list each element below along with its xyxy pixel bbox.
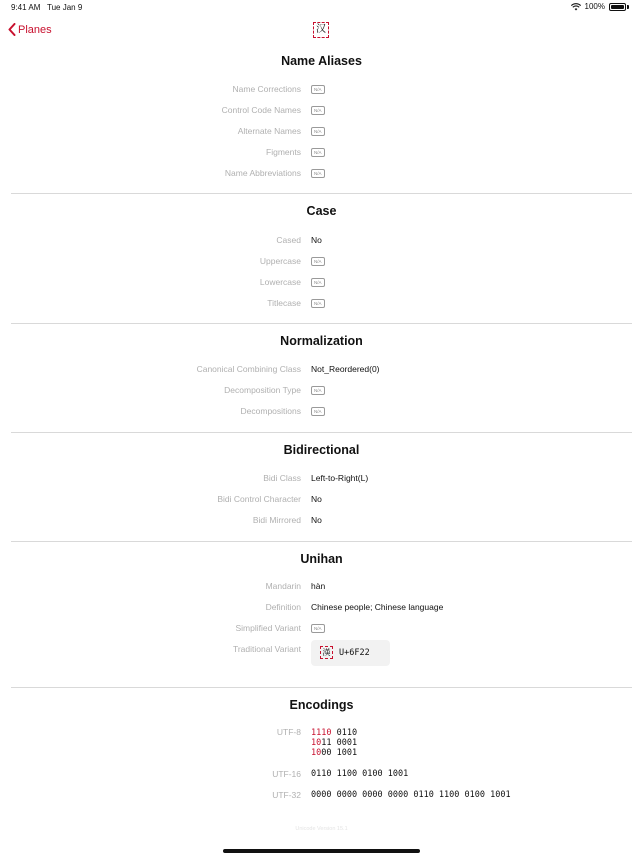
row-value: hàn — [311, 581, 326, 591]
back-label: Planes — [18, 23, 52, 36]
row-mandarin — [0, 581, 643, 595]
row-label: Bidi Mirrored — [252, 515, 301, 525]
utf8-bits: 11 0001 — [321, 738, 358, 748]
row-value: Left-to-Right(L) — [311, 473, 369, 483]
battery-tip — [627, 5, 629, 9]
row-label: Lowercase — [259, 277, 301, 287]
row-simplified-variant — [0, 623, 643, 637]
row-value — [311, 168, 325, 179]
na-badge: N/A — [311, 106, 325, 115]
section-divider — [11, 541, 632, 542]
row-label: Control Code Names — [221, 105, 301, 115]
row-value — [311, 406, 325, 417]
na-badge: N/A — [311, 278, 325, 287]
row-decompositions — [0, 406, 643, 420]
row-utf16 — [0, 769, 643, 783]
row-label: UTF-8 — [276, 727, 301, 737]
chevron-left-icon — [8, 23, 16, 36]
row-label: Titlecase — [267, 298, 301, 308]
row-utf32 — [0, 790, 643, 804]
row-value: 0000 0000 0000 0000 0110 1100 0100 1001 — [311, 790, 511, 800]
utf8-prefix: 10 — [311, 748, 322, 758]
section-title: Normalization — [280, 334, 363, 348]
back-button[interactable] — [8, 23, 52, 36]
utf8-bits: 0110 — [331, 728, 358, 738]
section-divider — [11, 687, 632, 688]
na-badge: N/A — [311, 299, 325, 308]
character-glyph: 汉 — [313, 22, 329, 38]
row-uppercase — [0, 256, 643, 270]
section-title: Encodings — [289, 698, 354, 712]
row-value: 0110 1100 0100 1001 — [311, 769, 409, 779]
na-badge: N/A — [311, 169, 325, 178]
row-label: Traditional Variant — [232, 644, 301, 654]
row-value — [311, 105, 325, 116]
row-value — [311, 277, 325, 288]
utf8-prefix: 10 — [311, 738, 322, 748]
na-badge: N/A — [311, 85, 325, 94]
na-badge: N/A — [311, 127, 325, 136]
row-label: Decomposition Type — [224, 385, 301, 395]
row-decomposition-type — [0, 385, 643, 399]
na-badge: N/A — [311, 624, 325, 633]
row-value: No — [311, 494, 322, 504]
utf8-bits: 00 1001 — [321, 748, 358, 758]
row-label: UTF-32 — [272, 790, 301, 800]
row-value — [311, 126, 325, 137]
row-label: Simplified Variant — [235, 623, 301, 633]
row-bidi-class — [0, 473, 643, 487]
row-alternate-names — [0, 126, 643, 140]
navigation-bar — [0, 16, 643, 46]
traditional-variant-chip[interactable] — [311, 640, 390, 666]
row-label: Mandarin — [265, 581, 301, 591]
home-indicator[interactable] — [223, 849, 420, 853]
row-value — [311, 84, 325, 95]
row-lowercase — [0, 277, 643, 291]
row-bidi-control-character — [0, 494, 643, 508]
status-bar — [0, 0, 643, 16]
row-canonical-combining-class — [0, 364, 643, 378]
battery-percent: 100% — [584, 2, 605, 11]
row-label: Name Abbreviations — [224, 168, 301, 178]
status-date: Tue Jan 9 — [47, 3, 83, 12]
battery-icon — [609, 3, 626, 11]
row-label: Definition — [265, 602, 301, 612]
wifi-icon — [571, 3, 581, 11]
row-label: Bidi Control Character — [217, 494, 301, 504]
row-label: Cased — [276, 235, 301, 245]
row-label: Uppercase — [259, 256, 301, 266]
variant-glyph: 漢 — [320, 646, 333, 659]
section-title: Unihan — [300, 552, 343, 566]
row-figments — [0, 147, 643, 161]
section-title: Name Aliases — [281, 54, 362, 68]
row-titlecase — [0, 298, 643, 312]
section-title: Case — [306, 204, 337, 218]
row-value — [311, 147, 325, 158]
row-label: Alternate Names — [237, 126, 301, 136]
status-time: 9:41 AM — [11, 3, 41, 12]
section-divider — [11, 323, 632, 324]
row-label: Decompositions — [240, 406, 301, 416]
row-value: Chinese people; Chinese language — [311, 602, 444, 612]
row-value — [311, 623, 325, 634]
row-definition — [0, 602, 643, 616]
row-value — [311, 298, 325, 309]
row-name-abbreviations — [0, 168, 643, 182]
row-label: Bidi Class — [263, 473, 301, 483]
footer-text: Unicode Version 15.1 — [295, 826, 348, 832]
na-badge: N/A — [311, 148, 325, 157]
utf8-prefix: 1110 — [311, 728, 332, 738]
row-control-code-names — [0, 105, 643, 119]
status-right — [571, 2, 629, 11]
row-value — [311, 385, 325, 396]
na-badge: N/A — [311, 386, 325, 395]
row-value: No — [311, 515, 322, 525]
row-cased — [0, 235, 643, 249]
row-bidi-mirrored — [0, 515, 643, 529]
row-value: Not_Reordered(0) — [311, 364, 380, 374]
row-value — [311, 256, 325, 267]
variant-codepoint: U+6F22 — [339, 648, 370, 658]
row-traditional-variant — [0, 644, 643, 658]
row-name-corrections — [0, 84, 643, 98]
row-label: UTF-16 — [272, 769, 301, 779]
na-badge: N/A — [311, 257, 325, 266]
utf8-byte — [0, 748, 643, 762]
row-label: Canonical Combining Class — [196, 364, 301, 374]
row-value: No — [311, 235, 322, 245]
row-label: Figments — [266, 147, 301, 157]
section-divider — [11, 432, 632, 433]
section-divider — [11, 193, 632, 194]
row-label: Name Corrections — [232, 84, 301, 94]
na-badge: N/A — [311, 407, 325, 416]
section-title: Bidirectional — [283, 443, 360, 457]
